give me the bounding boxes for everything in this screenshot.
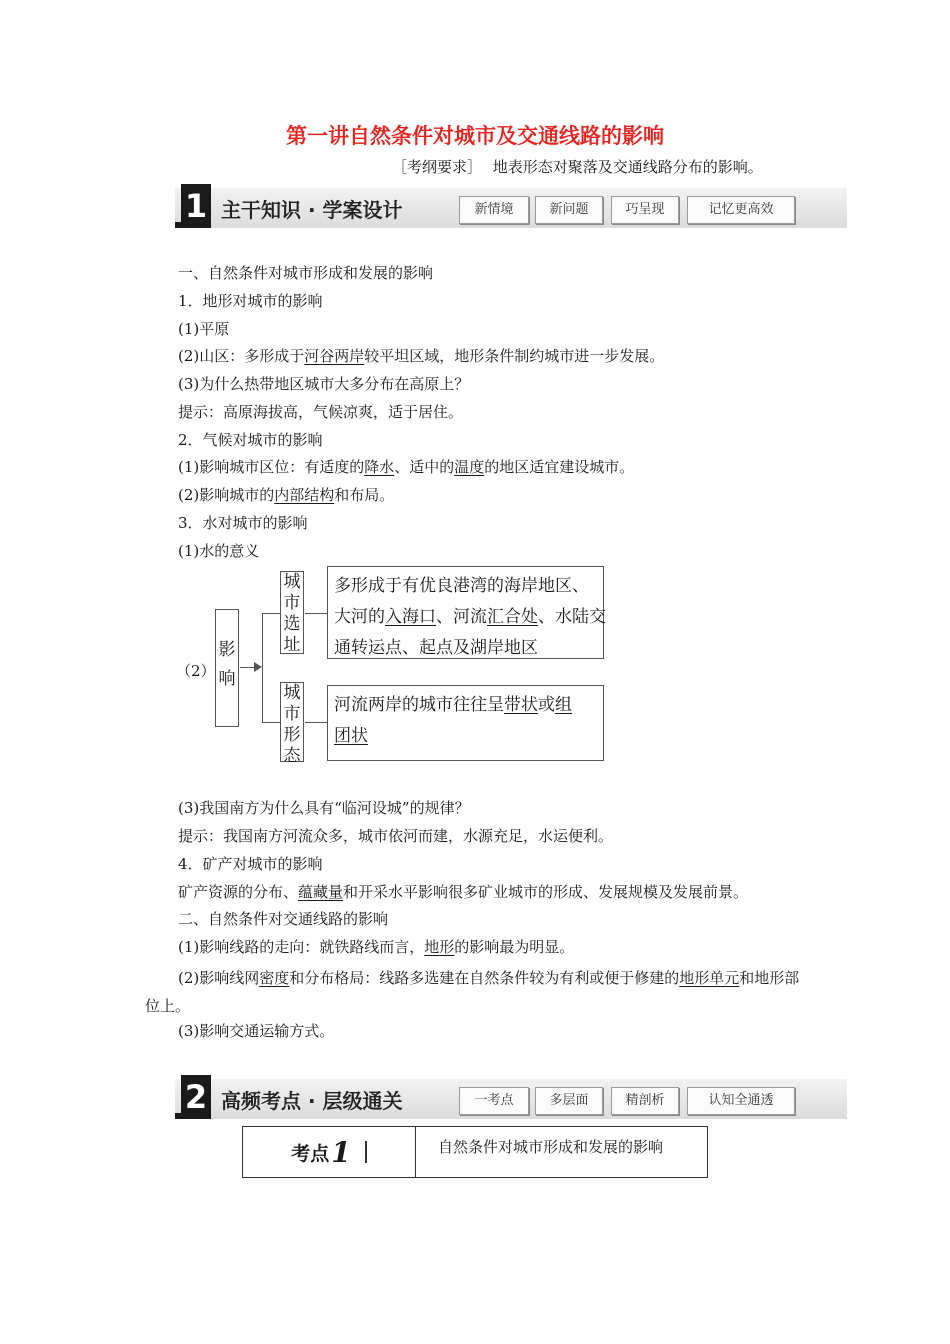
p3-hint: 提示：我国南方河流众多，城市依河而建，水源充足，水运便利。 bbox=[178, 827, 614, 845]
text: (1)影响线路的走向：就铁路线而言， bbox=[178, 938, 425, 956]
underlined-answer: 组 bbox=[555, 695, 572, 715]
p1-title: 1．地形对城市的影响 bbox=[178, 292, 323, 310]
connector bbox=[305, 722, 327, 723]
text: 、适中的 bbox=[394, 458, 455, 476]
section2-heading: 二、自然条件对交通线路的影响 bbox=[178, 910, 389, 928]
text: 和分布格局：线路多选建在自然条件较为有利或便于修建的 bbox=[289, 969, 680, 987]
connector bbox=[262, 613, 263, 722]
underlined-answer: 地形单元 bbox=[679, 969, 740, 987]
text: 、河流 bbox=[436, 607, 487, 627]
p1-2 bbox=[178, 345, 664, 366]
underlined-answer: 地形 bbox=[424, 938, 455, 956]
tag-cognition: 认知全通透 bbox=[687, 1087, 795, 1115]
branch2-content-box bbox=[327, 685, 604, 761]
branch2-label-box bbox=[280, 682, 304, 766]
label-char: 址 bbox=[283, 635, 301, 655]
section-banner-1 bbox=[175, 188, 847, 228]
connector bbox=[305, 613, 327, 614]
p4-title: 4．矿产对城市的影响 bbox=[178, 855, 323, 873]
text: 的影响最为明显。 bbox=[454, 938, 575, 956]
requirement-label: ［考纲要求］ bbox=[392, 158, 483, 176]
tag-new-situation: 新情境 bbox=[459, 196, 529, 224]
tag-memory: 记忆更高效 bbox=[687, 196, 795, 224]
underlined-answer: 降水 bbox=[364, 458, 395, 476]
connector bbox=[262, 722, 280, 723]
text: 较平坦区域，地形条件制约城市进一步发展。 bbox=[364, 347, 665, 365]
p2-2 bbox=[178, 484, 394, 505]
label-char: 城 bbox=[283, 572, 301, 592]
text: 和布局。 bbox=[334, 486, 395, 504]
content-line bbox=[334, 602, 606, 633]
tag-one-point: 一考点 bbox=[459, 1087, 529, 1115]
p1-3: (3)为什么热带地区城市大多分布在高原上？ bbox=[178, 375, 470, 393]
underlined-answer: 蕴藏量 bbox=[298, 883, 344, 901]
content-line: 通转运点、起点及湖岸地区 bbox=[334, 638, 538, 658]
text: (2)影响城市的 bbox=[178, 486, 275, 504]
banner-number: 1 bbox=[181, 184, 211, 228]
banner-title: 主干知识 · 学案设计 bbox=[221, 198, 403, 222]
root-char: 影 bbox=[218, 640, 236, 660]
arrow-icon bbox=[254, 662, 262, 672]
content-line bbox=[334, 721, 597, 752]
label-char: 市 bbox=[283, 704, 301, 724]
underlined-answer: 带状 bbox=[504, 695, 538, 715]
text: (2)影响线网 bbox=[178, 969, 260, 987]
underlined-answer: 河谷两岸 bbox=[304, 347, 365, 365]
label-char: 选 bbox=[283, 614, 301, 634]
tag-multi-level: 多层面 bbox=[535, 1087, 603, 1115]
text: 、水陆交 bbox=[538, 607, 606, 627]
content-line: 多形成于有优良港湾的海岸地区、 bbox=[334, 576, 589, 596]
p1-1: (1)平原 bbox=[178, 320, 230, 338]
s2-p1 bbox=[178, 936, 574, 957]
p2-title: 2．气候对城市的影响 bbox=[178, 431, 323, 449]
banner-title: 高频考点 · 层级通关 bbox=[221, 1089, 403, 1113]
kaodian-table bbox=[242, 1126, 708, 1178]
underlined-answer: 汇合处 bbox=[487, 607, 538, 627]
text: 或 bbox=[538, 695, 555, 715]
kaodian-text: 自然条件对城市形成和发展的影响 bbox=[438, 1138, 664, 1156]
text: 和开采水平影响很多矿业城市的形成、发展规模及发展前景。 bbox=[343, 883, 749, 901]
branch1-content-box bbox=[327, 566, 604, 659]
text: 河流两岸的城市往往呈 bbox=[334, 695, 504, 715]
p2-1 bbox=[178, 456, 634, 477]
label-char: 态 bbox=[283, 746, 301, 766]
diagram-label: （2） bbox=[176, 662, 216, 680]
connector bbox=[262, 613, 280, 614]
requirement-text: 地表形态对聚落及交通线路分布的影响。 bbox=[492, 158, 763, 176]
branch1-label-box bbox=[280, 571, 304, 654]
label-char: 城 bbox=[283, 683, 301, 703]
text: (1)影响城市区位：有适度的 bbox=[178, 458, 365, 476]
page-title: 第一讲自然条件对城市及交通线路的影响 bbox=[286, 124, 664, 148]
s2-p2 bbox=[145, 964, 810, 1020]
exam-requirement bbox=[392, 156, 763, 177]
p3-3: (3)我国南方为什么具有“临河设城”的规律？ bbox=[178, 799, 470, 817]
kaodian-number: 1 bbox=[331, 1135, 351, 1169]
underlined-answer: 内部结构 bbox=[274, 486, 335, 504]
text: 和地形部位上。 bbox=[145, 969, 800, 1015]
label-char: 市 bbox=[283, 593, 301, 613]
underlined-answer: 入海口 bbox=[385, 607, 436, 627]
p3-1: (1)水的意义 bbox=[178, 542, 260, 560]
divider bbox=[365, 1141, 367, 1163]
text: 矿产资源的分布、 bbox=[178, 883, 299, 901]
section-banner-2 bbox=[175, 1079, 847, 1119]
kaodian-label-cell bbox=[243, 1127, 416, 1177]
underlined-answer: 密度 bbox=[259, 969, 290, 987]
diagram-root-box bbox=[215, 609, 239, 727]
text: 大河的 bbox=[334, 607, 385, 627]
underlined-answer: 团状 bbox=[334, 726, 368, 746]
p3-title: 3．水对城市的影响 bbox=[178, 514, 308, 532]
tag-presentation: 巧呈现 bbox=[611, 196, 679, 224]
banner-number: 2 bbox=[181, 1075, 211, 1119]
p1-hint: 提示：高原海拔高，气候凉爽，适于居住。 bbox=[178, 403, 464, 421]
content-line bbox=[334, 690, 597, 721]
tag-new-question: 新问题 bbox=[535, 196, 603, 224]
section1-heading: 一、自然条件对城市形成和发展的影响 bbox=[178, 264, 434, 282]
root-char: 响 bbox=[218, 669, 236, 689]
underlined-answer: 温度 bbox=[454, 458, 485, 476]
text: 的地区适宜建设城市。 bbox=[484, 458, 635, 476]
label-char: 形 bbox=[283, 725, 301, 745]
text: (2)山区：多形成于 bbox=[178, 347, 305, 365]
tag-analysis: 精剖析 bbox=[611, 1087, 679, 1115]
kaodian-label: 考点 bbox=[291, 1142, 330, 1165]
s2-p3: (3)影响交通运输方式。 bbox=[178, 1022, 335, 1040]
p4-1 bbox=[178, 881, 748, 902]
